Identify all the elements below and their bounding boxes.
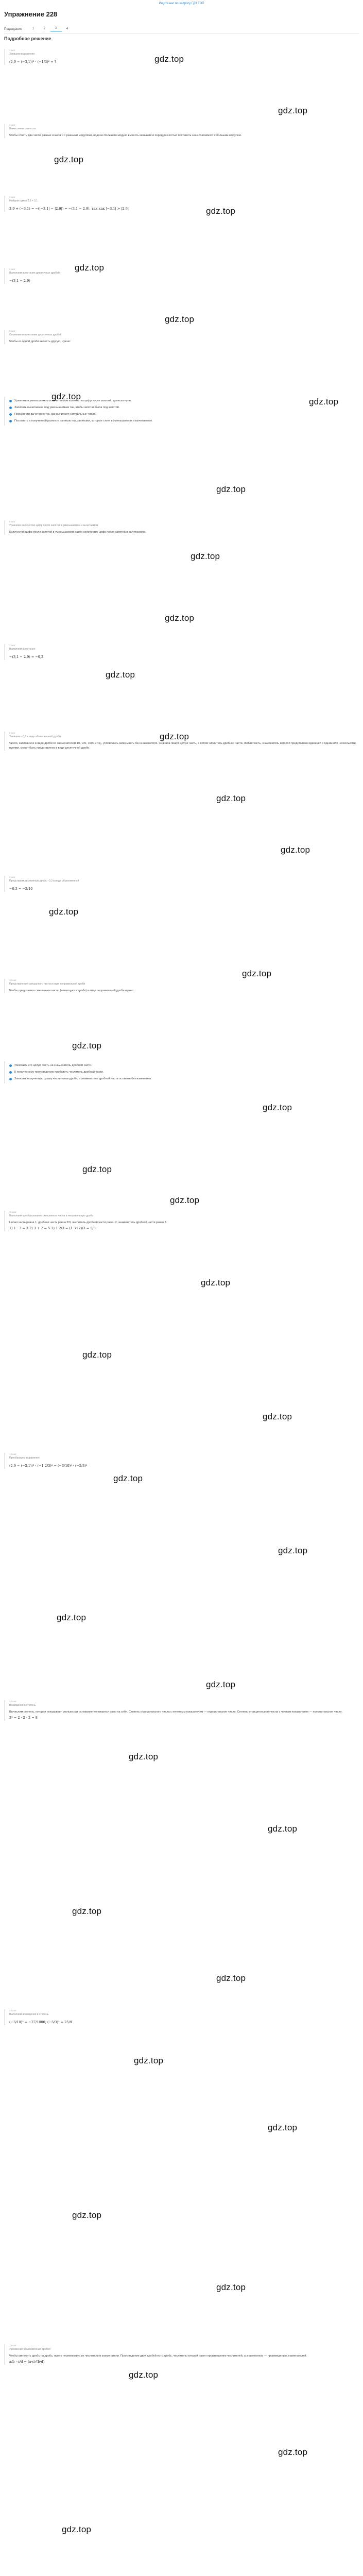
watermark-text: gdz.top xyxy=(216,793,246,803)
step-number: 1 шаг xyxy=(9,49,15,52)
watermark-text: gdz.top xyxy=(82,1164,112,1174)
solution-step xyxy=(4,196,359,212)
bullet-item xyxy=(9,1063,359,1068)
step-text: Чтобы представить смешанное число (имеющуюся дробь) в виде неправильной дроби нужно: xyxy=(9,989,134,992)
bullet-item xyxy=(9,1070,359,1075)
step-action: Возведение в степень xyxy=(9,1704,36,1707)
step-number: 7 шаг xyxy=(9,644,15,647)
pager-item-4[interactable]: 4 xyxy=(66,27,68,30)
bullet-text: Умножить его целую часть на знаменатель дробной части. xyxy=(14,1064,92,1067)
step-number: 12 шаг xyxy=(9,1453,17,1455)
watermark-text: gdz.top xyxy=(154,54,184,64)
step-action: Представление смешанного числа в виде неправильной дроби xyxy=(9,982,85,986)
watermark-text: gdz.top xyxy=(165,314,195,324)
solution-step xyxy=(4,979,359,993)
bullet-text: К полученному произведению прибавить числитель дробной части. xyxy=(14,1071,104,1074)
step-text: Чтобы из одной дроби вычесть другую, нужно: xyxy=(9,340,71,343)
bullet-dot-icon xyxy=(9,1078,12,1080)
solution-step xyxy=(4,124,359,138)
watermark-text: gdz.top xyxy=(216,2282,246,2292)
step-action: Выполним вычитание десятичных дробей xyxy=(9,272,60,275)
watermark-text: gdz.top xyxy=(49,907,79,917)
watermark-text: gdz.top xyxy=(113,1473,143,1483)
step-number: 11 шаг xyxy=(9,1211,16,1213)
bullet-item xyxy=(9,412,359,417)
watermark-text: gdz.top xyxy=(263,1103,292,1112)
bullet-text: Записать полученную сумму числителем дроби, а знаменатель дробной части оставить без изменения. xyxy=(14,1077,152,1080)
step-math: −0,3 = −3/10 xyxy=(9,887,33,891)
watermark-text: gdz.top xyxy=(62,2524,92,2534)
step-math: (2,9 − (−3,1))³ · (−1/3)² = ? xyxy=(9,60,57,64)
step-math: −(3,1 − 2,9) xyxy=(9,279,30,283)
watermark-text: gdz.top xyxy=(216,1973,246,1983)
solution-step xyxy=(4,2344,359,2365)
step-math: (2,9 − (−3,1))³ · (−1 2/3)² = (−3/10)³ · (−5/3)² xyxy=(9,1464,88,1468)
step-action: Найдем сумму 2,9 + 3,1. xyxy=(9,199,39,202)
bullet-text: Уравнять в уменьшаемом и вычитаемом количество цифр после запятой, дописав нули. xyxy=(14,399,132,402)
step-number: 6 шаг xyxy=(9,520,15,523)
watermark-text: gdz.top xyxy=(206,1680,236,1689)
step-action: Запишем выражение: xyxy=(9,53,36,56)
bullet-dot-icon xyxy=(9,1071,12,1074)
step-text: Количество цифр после запятой в уменьшаемом равно количеству цифр после запятой в вычитаемом. xyxy=(9,531,146,534)
top-banner-link[interactable]: Ищите нас по запросу ГДЗ ТОП xyxy=(159,2,204,5)
bullet-dot-icon xyxy=(9,406,12,409)
watermark-text: gdz.top xyxy=(206,206,236,216)
solution-step xyxy=(4,268,359,284)
watermark-text: gdz.top xyxy=(129,2370,159,2380)
step-number: 14 шаг xyxy=(9,2009,17,2012)
step-number: 8 шаг xyxy=(9,732,15,734)
step-action: Вычисление разности xyxy=(9,127,36,130)
step-math: 2,9 + (−3,1) = −(|−3,1| − |2,9|) = −(3,1 − 2,9), так как |−3,1| > |2,9| xyxy=(9,207,129,211)
step-action: Сложение и вычитание десятичных дробей xyxy=(9,333,62,336)
watermark-text: gdz.top xyxy=(129,1752,159,1761)
watermark-text: gdz.top xyxy=(268,2123,298,2132)
step-math: (−3/10)³ = −27/1000; (−5/3)² = 25/9 xyxy=(9,2020,72,2024)
step-text: Число, записанное в виде дроби со знаменателем 10, 100, 1000 и т.д., условились записывать без знаменателя. Сначала пишут целую часть, а потом числитель дробной части. Любая часть, знаменатель которой представлен единицей с одним или несколькими нулями, может быть представлена в виде десятичной дроби. xyxy=(9,742,356,750)
top-banner xyxy=(0,0,363,7)
subtask-pager xyxy=(4,27,73,31)
watermark-text: gdz.top xyxy=(242,969,272,978)
pager-label: Подзадания: xyxy=(4,27,23,31)
watermark-text: gdz.top xyxy=(278,2447,308,2457)
watermark-text: gdz.top xyxy=(75,263,105,273)
section-title: Подробное решение xyxy=(4,36,51,41)
bullet-dot-icon xyxy=(9,413,12,416)
watermark-text: gdz.top xyxy=(57,1613,87,1622)
solution-step xyxy=(4,876,359,892)
bullet-text: Поставить в полученной разности запятую под запятыми, которые стоят в уменьшаемом и вычитаемом. xyxy=(14,419,153,422)
solution-step xyxy=(4,644,359,660)
watermark-text: gdz.top xyxy=(72,2210,102,2220)
pager-item-1[interactable]: 1 xyxy=(32,27,34,30)
watermark-text: gdz.top xyxy=(191,551,220,561)
solution-step xyxy=(4,1061,359,1083)
watermark-text: gdz.top xyxy=(165,613,195,623)
bullet-dot-icon xyxy=(9,400,12,402)
step-number: 5 шаг xyxy=(9,330,15,332)
solution-step xyxy=(4,1453,359,1469)
solution-step xyxy=(4,1700,359,1721)
step-number: 15 шаг xyxy=(9,2344,17,2347)
step-action: Выполним преобразование смешанного числа в неправильную дробь xyxy=(9,1214,94,1217)
watermark-text: gdz.top xyxy=(278,106,308,115)
watermark-text: gdz.top xyxy=(106,670,135,680)
step-action: Преобразуем выражение xyxy=(9,1456,40,1460)
solution-step xyxy=(4,520,359,535)
watermark-text: gdz.top xyxy=(263,1412,292,1421)
bullet-text: Записать вычитаемое под уменьшаемым так, чтобы запятая была под запятой. xyxy=(14,406,120,409)
pager-item-2[interactable]: 2 xyxy=(43,27,46,30)
step-text: Чтобы умножить дробь на дробь, нужно перемножить их числители и знаменатели. Произведение двух дробей есть дробь, числитель которой равен произведению числителей, а знаменатель — произведению знаменателей. xyxy=(9,2354,307,2358)
bullet-dot-icon xyxy=(9,420,12,422)
step-text: Целая часть равна 1, дробная часть равна 2/3, числитель дробной части равен 2, знаменатель дробной части равен 3. xyxy=(9,1221,167,1224)
step-number: 2 шаг xyxy=(9,124,15,126)
step-math: a/b · c/d = (a·c)/(b·d) xyxy=(9,2360,45,2364)
step-action: Выполним возведение в степень xyxy=(9,2013,49,2016)
step-math: 1) 1 · 3 = 3 2) 3 + 2 = 5 3) 1 2/3 = (1·3+2)/3 = 5/3 xyxy=(9,1226,96,1230)
watermark-text: gdz.top xyxy=(72,1041,102,1050)
step-number: 9 шаг xyxy=(9,876,15,878)
step-math: 2³ = 2 · 2 · 2 = 8 xyxy=(9,1716,38,1720)
step-action: Запишем −0,2 в виде обыкновенной дроби xyxy=(9,735,61,738)
step-action: Выполним вычитание xyxy=(9,648,36,651)
watermark-text: gdz.top xyxy=(281,845,310,855)
step-number: 13 шаг xyxy=(9,1700,17,1703)
watermark-text: gdz.top xyxy=(170,1195,200,1205)
step-action: Умножение обыкновенных дробей xyxy=(9,2348,50,2351)
step-text: Вычислим степень, которая показывает сколько раз основание умножается само на себя. Степень отрицательного числа с нечетным показателем — отрицательное число. Степень отрицательного числа с четным показателем — положительное число. xyxy=(9,1710,343,1714)
step-text: Чтобы отнять два числа разных знаков и с разными модулями, надо из большего модуля вычесть меньший и перед разностью поставить знак слагаемого с большим модулем. xyxy=(9,134,242,137)
watermark-text: gdz.top xyxy=(309,397,339,406)
solution-step xyxy=(4,2009,359,2025)
watermark-text: gdz.top xyxy=(278,1546,308,1555)
step-action: Представим десятичную дробь −0,3 в виде обыкновенной xyxy=(9,879,79,883)
step-number: 3 шаг xyxy=(9,196,15,198)
bullet-item xyxy=(9,1077,359,1081)
watermark-text: gdz.top xyxy=(216,484,246,494)
step-math: −(3,1 − 2,9) = −0,2 xyxy=(9,655,44,659)
bullet-dot-icon xyxy=(9,1064,12,1067)
bullet-item xyxy=(9,419,359,423)
solution-step xyxy=(4,330,359,344)
watermark-text: gdz.top xyxy=(201,1278,231,1287)
watermark-text: gdz.top xyxy=(72,1906,102,1916)
step-action: Уравняем количество цифр после запятой в уменьшаемом и вычитаемом xyxy=(9,524,98,527)
watermark-text: gdz.top xyxy=(54,155,84,164)
pager-item-3[interactable]: 3 xyxy=(50,27,62,31)
bullet-text: Произвести вычитание так, как вычитают натуральные числа. xyxy=(14,413,96,416)
page-title: Упражнение 228 xyxy=(4,10,58,18)
watermark-text: gdz.top xyxy=(160,732,189,741)
step-number: 4 шаг xyxy=(9,268,15,270)
bullet-item xyxy=(9,405,359,410)
watermark-text: gdz.top xyxy=(134,2056,164,2065)
watermark-text: gdz.top xyxy=(82,1350,112,1360)
watermark-text: gdz.top xyxy=(268,1824,298,1834)
step-number: 10 шаг xyxy=(9,979,17,981)
watermark-text: gdz.top xyxy=(51,392,81,401)
solution-step xyxy=(4,1211,359,1231)
